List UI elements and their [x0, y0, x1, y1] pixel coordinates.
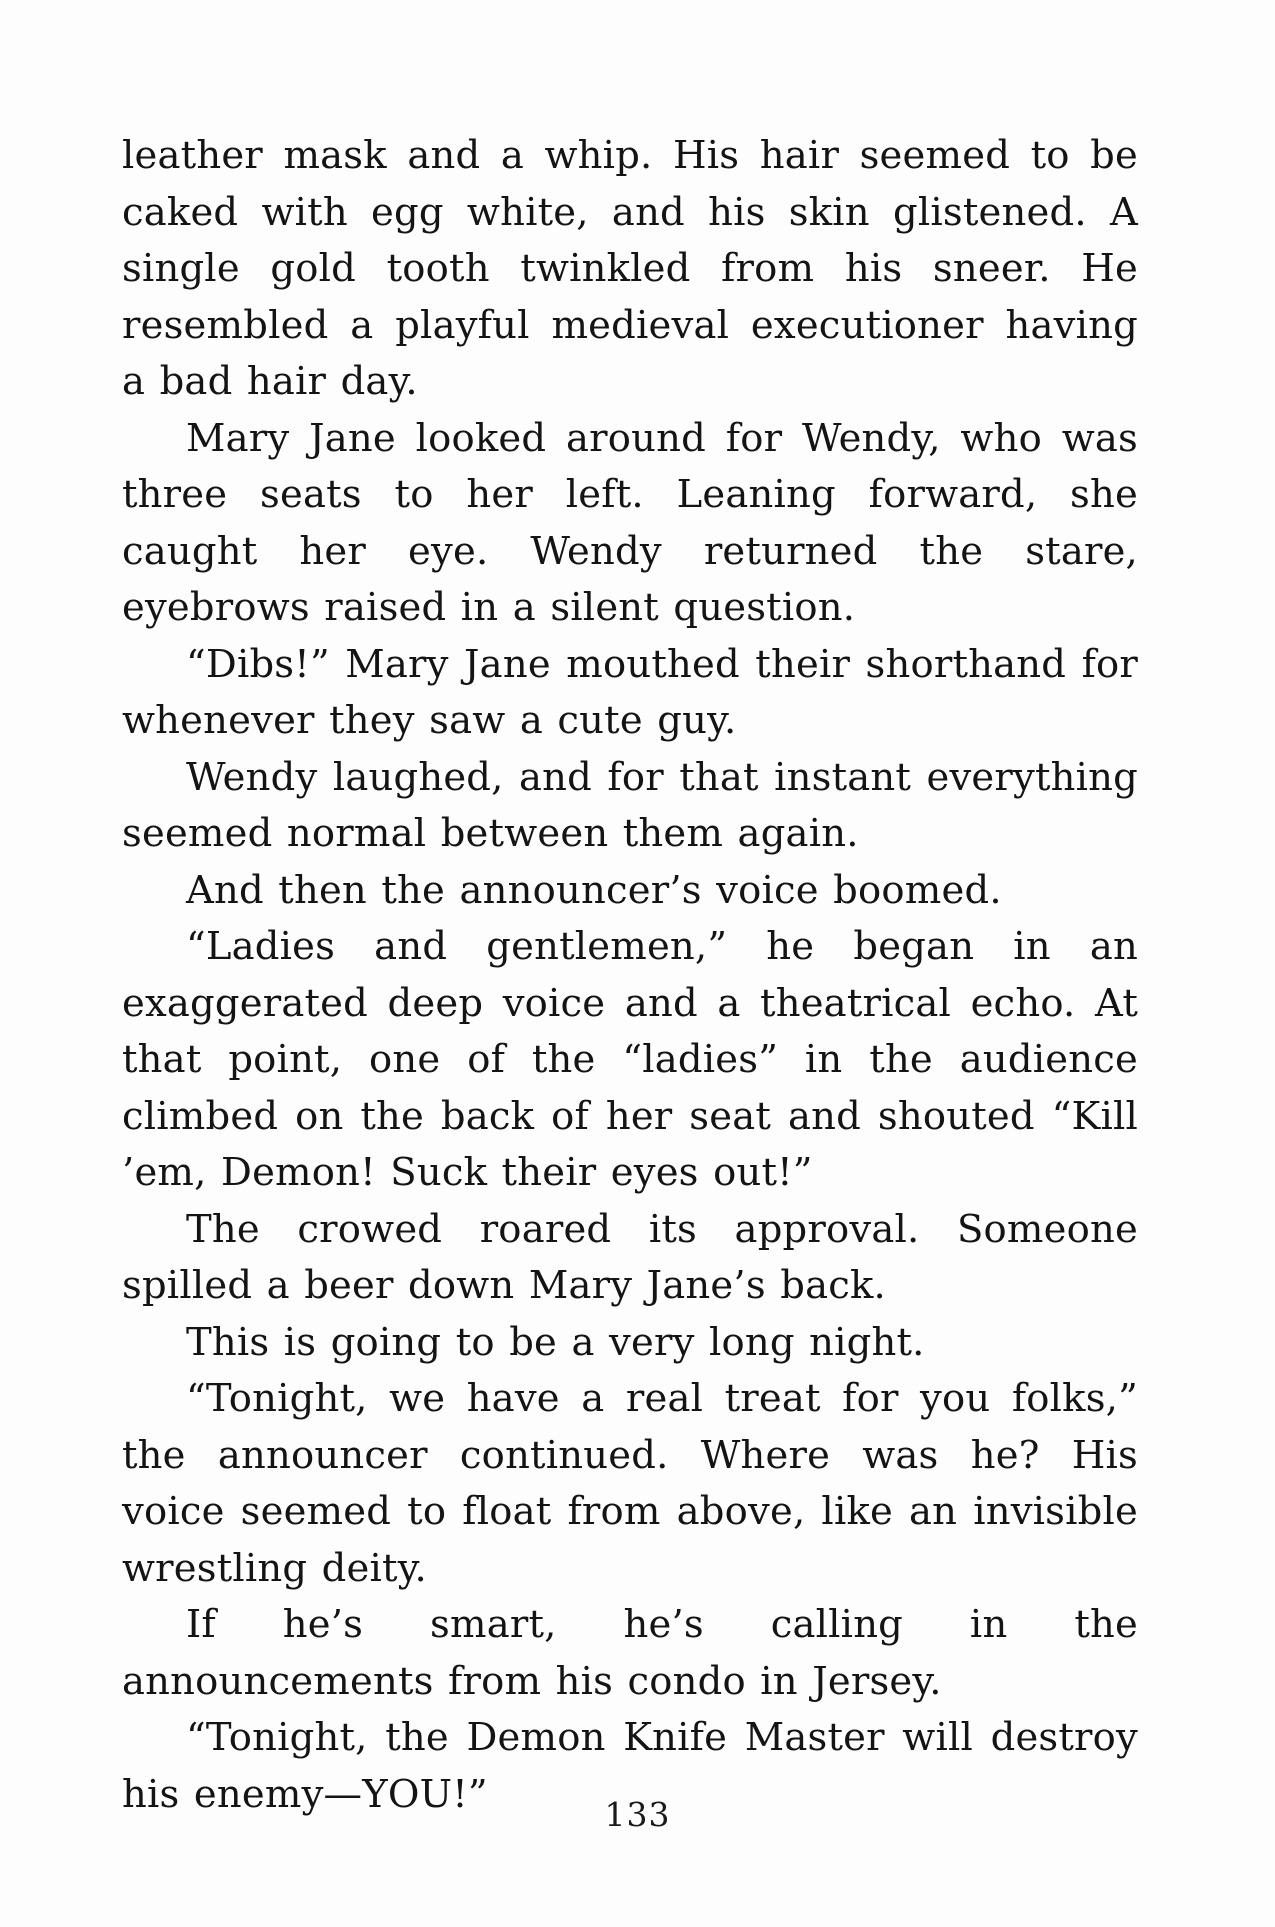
page-number: 133: [604, 1795, 671, 1834]
paragraph-3: “Dibs!” Mary Jane mouthed their shorthand for whenever they saw a cute guy.: [122, 641, 1138, 743]
paragraph-1: leather mask and a whip. His hair seemed to be caked with egg white, and his skin glistened. A single gold tooth twinkled from his sneer. He resembled a playful medieval executioner having a bad hair day.: [122, 133, 1138, 404]
paragraph-11: “Tonight, the Demon Knife Master will destroy his enemy—YOU!”: [122, 1715, 1138, 1817]
paragraph-5: And then the announcer’s voice boomed.: [186, 867, 1002, 913]
paragraph-9: “Tonight, we have a real treat for you folks,” the announcer continued. Where was he? His voice seemed to float from above, like an invisible wrestling deity.: [122, 1376, 1138, 1591]
paragraph-6: “Ladies and gentlemen,” he began in an exaggerated deep voice and a theatrical echo. At that point, one of the “ladies” in the audience climbed on the back of her seat and shouted “Kill ’em, Demon! Suck their eyes out!”: [122, 924, 1138, 1195]
paragraph-4: Wendy laughed, and for that instant everything seemed normal between them again.: [122, 754, 1138, 856]
paragraph-10: If he’s smart, he’s calling in the announcements from his condo in Jersey.: [122, 1602, 1138, 1704]
paragraph-8: This is going to be a very long night.: [186, 1319, 925, 1365]
body-text: [122, 128, 1138, 1823]
paragraph-2: Mary Jane looked around for Wendy, who was three seats to her left. Leaning forward, she caught her eye. Wendy returned the stare, eyebrows raised in a silent question.: [122, 415, 1138, 630]
paragraph-7: The crowed roared its approval. Someone spilled a beer down Mary Jane’s back.: [122, 1206, 1138, 1308]
